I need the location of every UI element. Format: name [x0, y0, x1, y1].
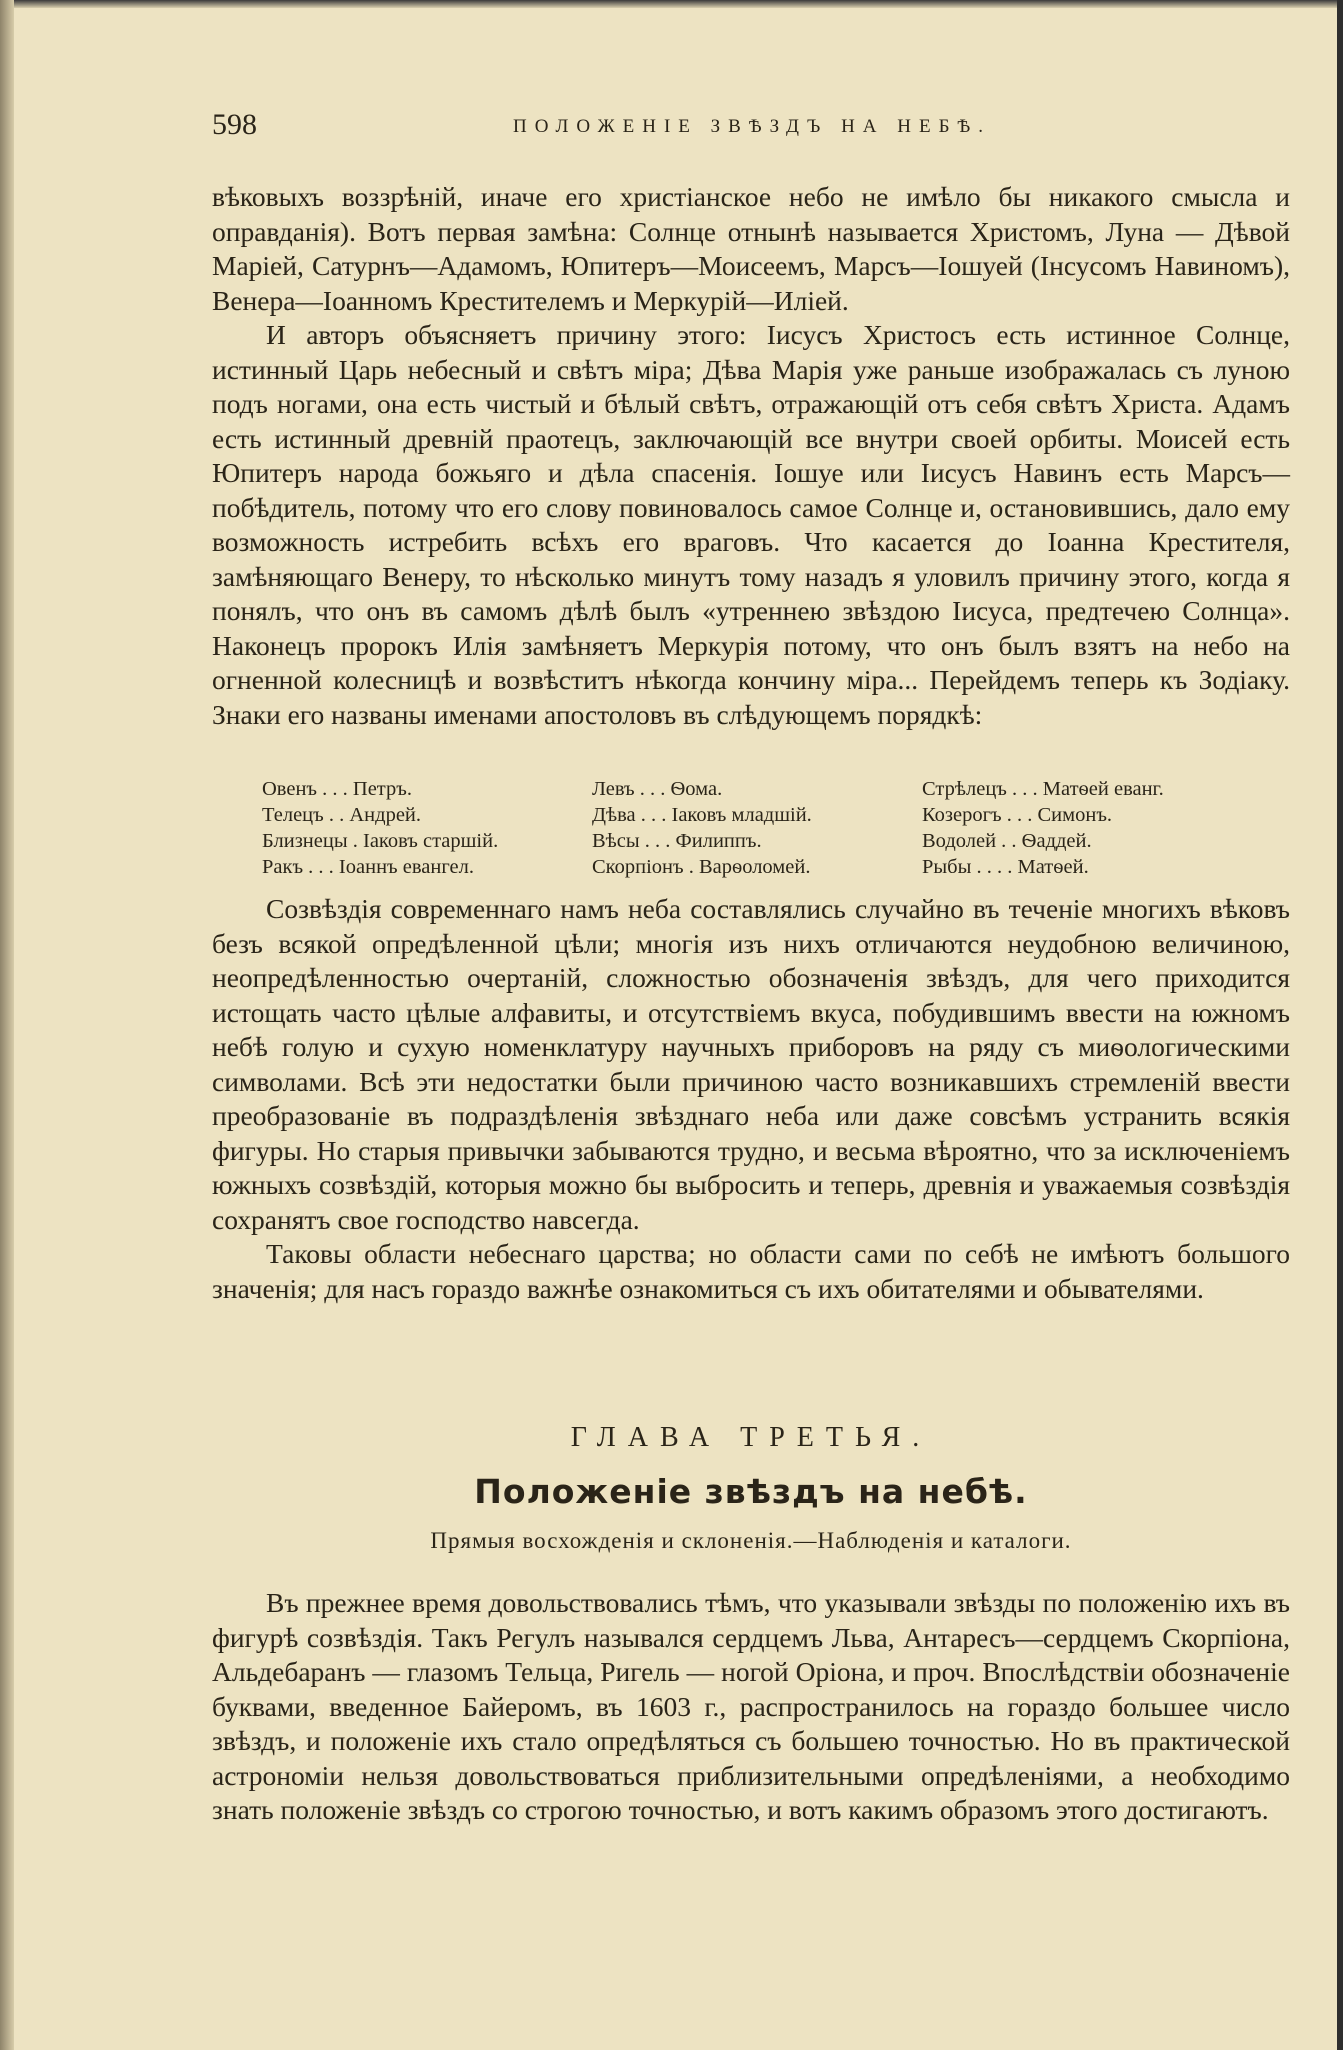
paragraph: Созвѣздія современнаго намъ неба составлялись случайно въ теченіе многихъ вѣковъ безъ всякой опредѣленной цѣли; многія изъ нихъ отличаются неудобною величиною, неопредѣленностью очертаній, сложностью обозначенія звѣздъ, для чего приходится истощать часто цѣлые алфавиты, и отсутствіемъ вкуса, побудившимъ ввести на южномъ небѣ голую и сухую номенклатуру научныхъ приборовъ на ряду съ миѳологическими символами. Всѣ эти недостатки были причиною часто возникавшихъ стремленій ввести преобразованіе въ подраздѣленія звѣзднаго неба или даже совсѣмъ устранить всякія фигуры. Но старыя привычки забываются трудно, и весьма вѣроятно, что за исключеніемъ южныхъ созвѣздій, которыя можно бы выбросить и теперь, древнія и уважаемыя созвѣздія сохранятъ свое господство навсегда.: [212, 893, 1290, 1235]
table-cell: Вѣсы . . . Филиппъ.: [592, 830, 762, 852]
table-row: [262, 776, 1272, 802]
text-block-bottom: [212, 1586, 1290, 1828]
table-cell: Козерогъ . . . Симонъ.: [922, 804, 1113, 826]
page-edge-top: [0, 0, 1343, 8]
table-cell: Скорпіонъ . Варѳоломей.: [592, 856, 811, 878]
page-edge-left: [0, 0, 14, 2050]
table-cell: Водолей . . Ѳаддей.: [922, 830, 1092, 852]
chapter-label: ГЛАВА ТРЕТЬЯ.: [570, 1422, 932, 1453]
page-header: [212, 108, 1292, 148]
table-cell: Близнецы . Іаковъ старшій.: [262, 830, 499, 852]
table-cell: Телецъ . . Андрей.: [262, 804, 422, 826]
table-cell: Овенъ . . . Петръ.: [262, 778, 412, 800]
text-block-middle: [212, 892, 1290, 1306]
paragraph: И авторъ объясняетъ причину этого: Іисусъ Христосъ есть истинное Солнце, истинный Царь небесный и свѣтъ міра; Дѣва Марія уже раньше изображалась съ луною подъ ногами, она есть чистый и бѣлый свѣтъ, отражающій отъ себя свѣтъ Христа. Адамъ есть истинный древній праотецъ, заключающій все внутри своей орбиты. Моисей есть Юпитеръ народа божьяго и дѣла спасенія. Іошуе или Іисусъ Навинъ есть Марсъ—побѣдитель, потому что его слову повиновалось самое Солнце и, остановившись, дало ему возможность истребить всѣхъ его враговъ. Что касается до Іоанна Крестителя, замѣняющаго Венеру, то нѣсколько минутъ тому назадъ я уловилъ причину этого, когда я понялъ, что онъ въ самомъ дѣлѣ былъ «утреннею звѣздою Іисуса, предтечею Солнца». Наконецъ пророкъ Илія замѣняетъ Меркурія потому, что онъ былъ взятъ на небо на огненной колесницѣ и возвѣститъ нѣкогда кончину міра... Перейдемъ теперь къ Зодіаку. Знаки его названы именами апостоловъ въ слѣдующемъ порядкѣ:: [212, 319, 1290, 730]
zodiac-apostles-table: [262, 776, 1272, 880]
table-cell: Рыбы . . . . Матѳей.: [922, 856, 1089, 878]
table-cell: Левъ . . . Ѳома.: [592, 778, 723, 800]
table-row: [262, 828, 1272, 854]
table-row: [262, 802, 1272, 828]
table-cell: Ракъ . . . Іоаннъ евангел.: [262, 856, 474, 878]
table-cell: Стрѣлецъ . . . Матѳей еванг.: [922, 778, 1164, 800]
paragraph: Въ прежнее время довольствовались тѣмъ, что указывали звѣзды по положенію ихъ въ фигурѣ созвѣздія. Такъ Регулъ назывался сердцемъ Льва, Антаресъ—сердцемъ Скорпіона, Альдебаранъ — глазомъ Тельца, Ригель — ногой Оріона, и проч. Впослѣдствіи обозначеніе буквами, введенное Байеромъ, въ 1603 г., распространилось на гораздо большее число звѣздъ, и положеніе ихъ стало опредѣляться съ большею точностью. Но въ практической астрономіи нельзя довольствоваться приблизительными опредѣленіями, а необходимо знать положеніе звѣздъ со строгою точностью, и вотъ какимъ образомъ этого достигаютъ.: [212, 1587, 1290, 1825]
text-block-top: [212, 180, 1290, 732]
table-cell: Дѣва . . . Іаковъ младшій.: [592, 804, 812, 826]
paragraph: Таковы области небеснаго царства; но области сами по себѣ не имѣютъ большого значенія; для насъ гораздо важнѣе ознакомиться съ ихъ обитателями и обывателями.: [212, 1238, 1290, 1304]
table-row: [262, 854, 1272, 880]
page-number: 598: [212, 108, 257, 141]
chapter-subtitle: Прямыя восхожденія и склоненія.—Наблюденія и каталоги.: [430, 1528, 1072, 1553]
chapter-title: Положеніе звѣздъ на небѣ.: [474, 1472, 1028, 1511]
page-edge-right: [1337, 0, 1343, 2050]
paragraph: вѣковыхъ воззрѣній, иначе его христіанское небо не имѣло бы никакого смысла и оправданія). Вотъ первая замѣна: Солнце отнынѣ называется Христомъ, Луна — Дѣвой Маріей, Сатурнъ—Адамомъ, Юпитеръ—Моисеемъ, Марсъ—Іошуей (Інсусомъ Навиномъ), Венера—Іоанномъ Крестителемъ и Меркурій—Иліей.: [212, 181, 1290, 316]
running-title: ПОЛОЖЕНІЕ ЗВѢЗДЪ НА НЕБѢ.: [512, 116, 991, 137]
